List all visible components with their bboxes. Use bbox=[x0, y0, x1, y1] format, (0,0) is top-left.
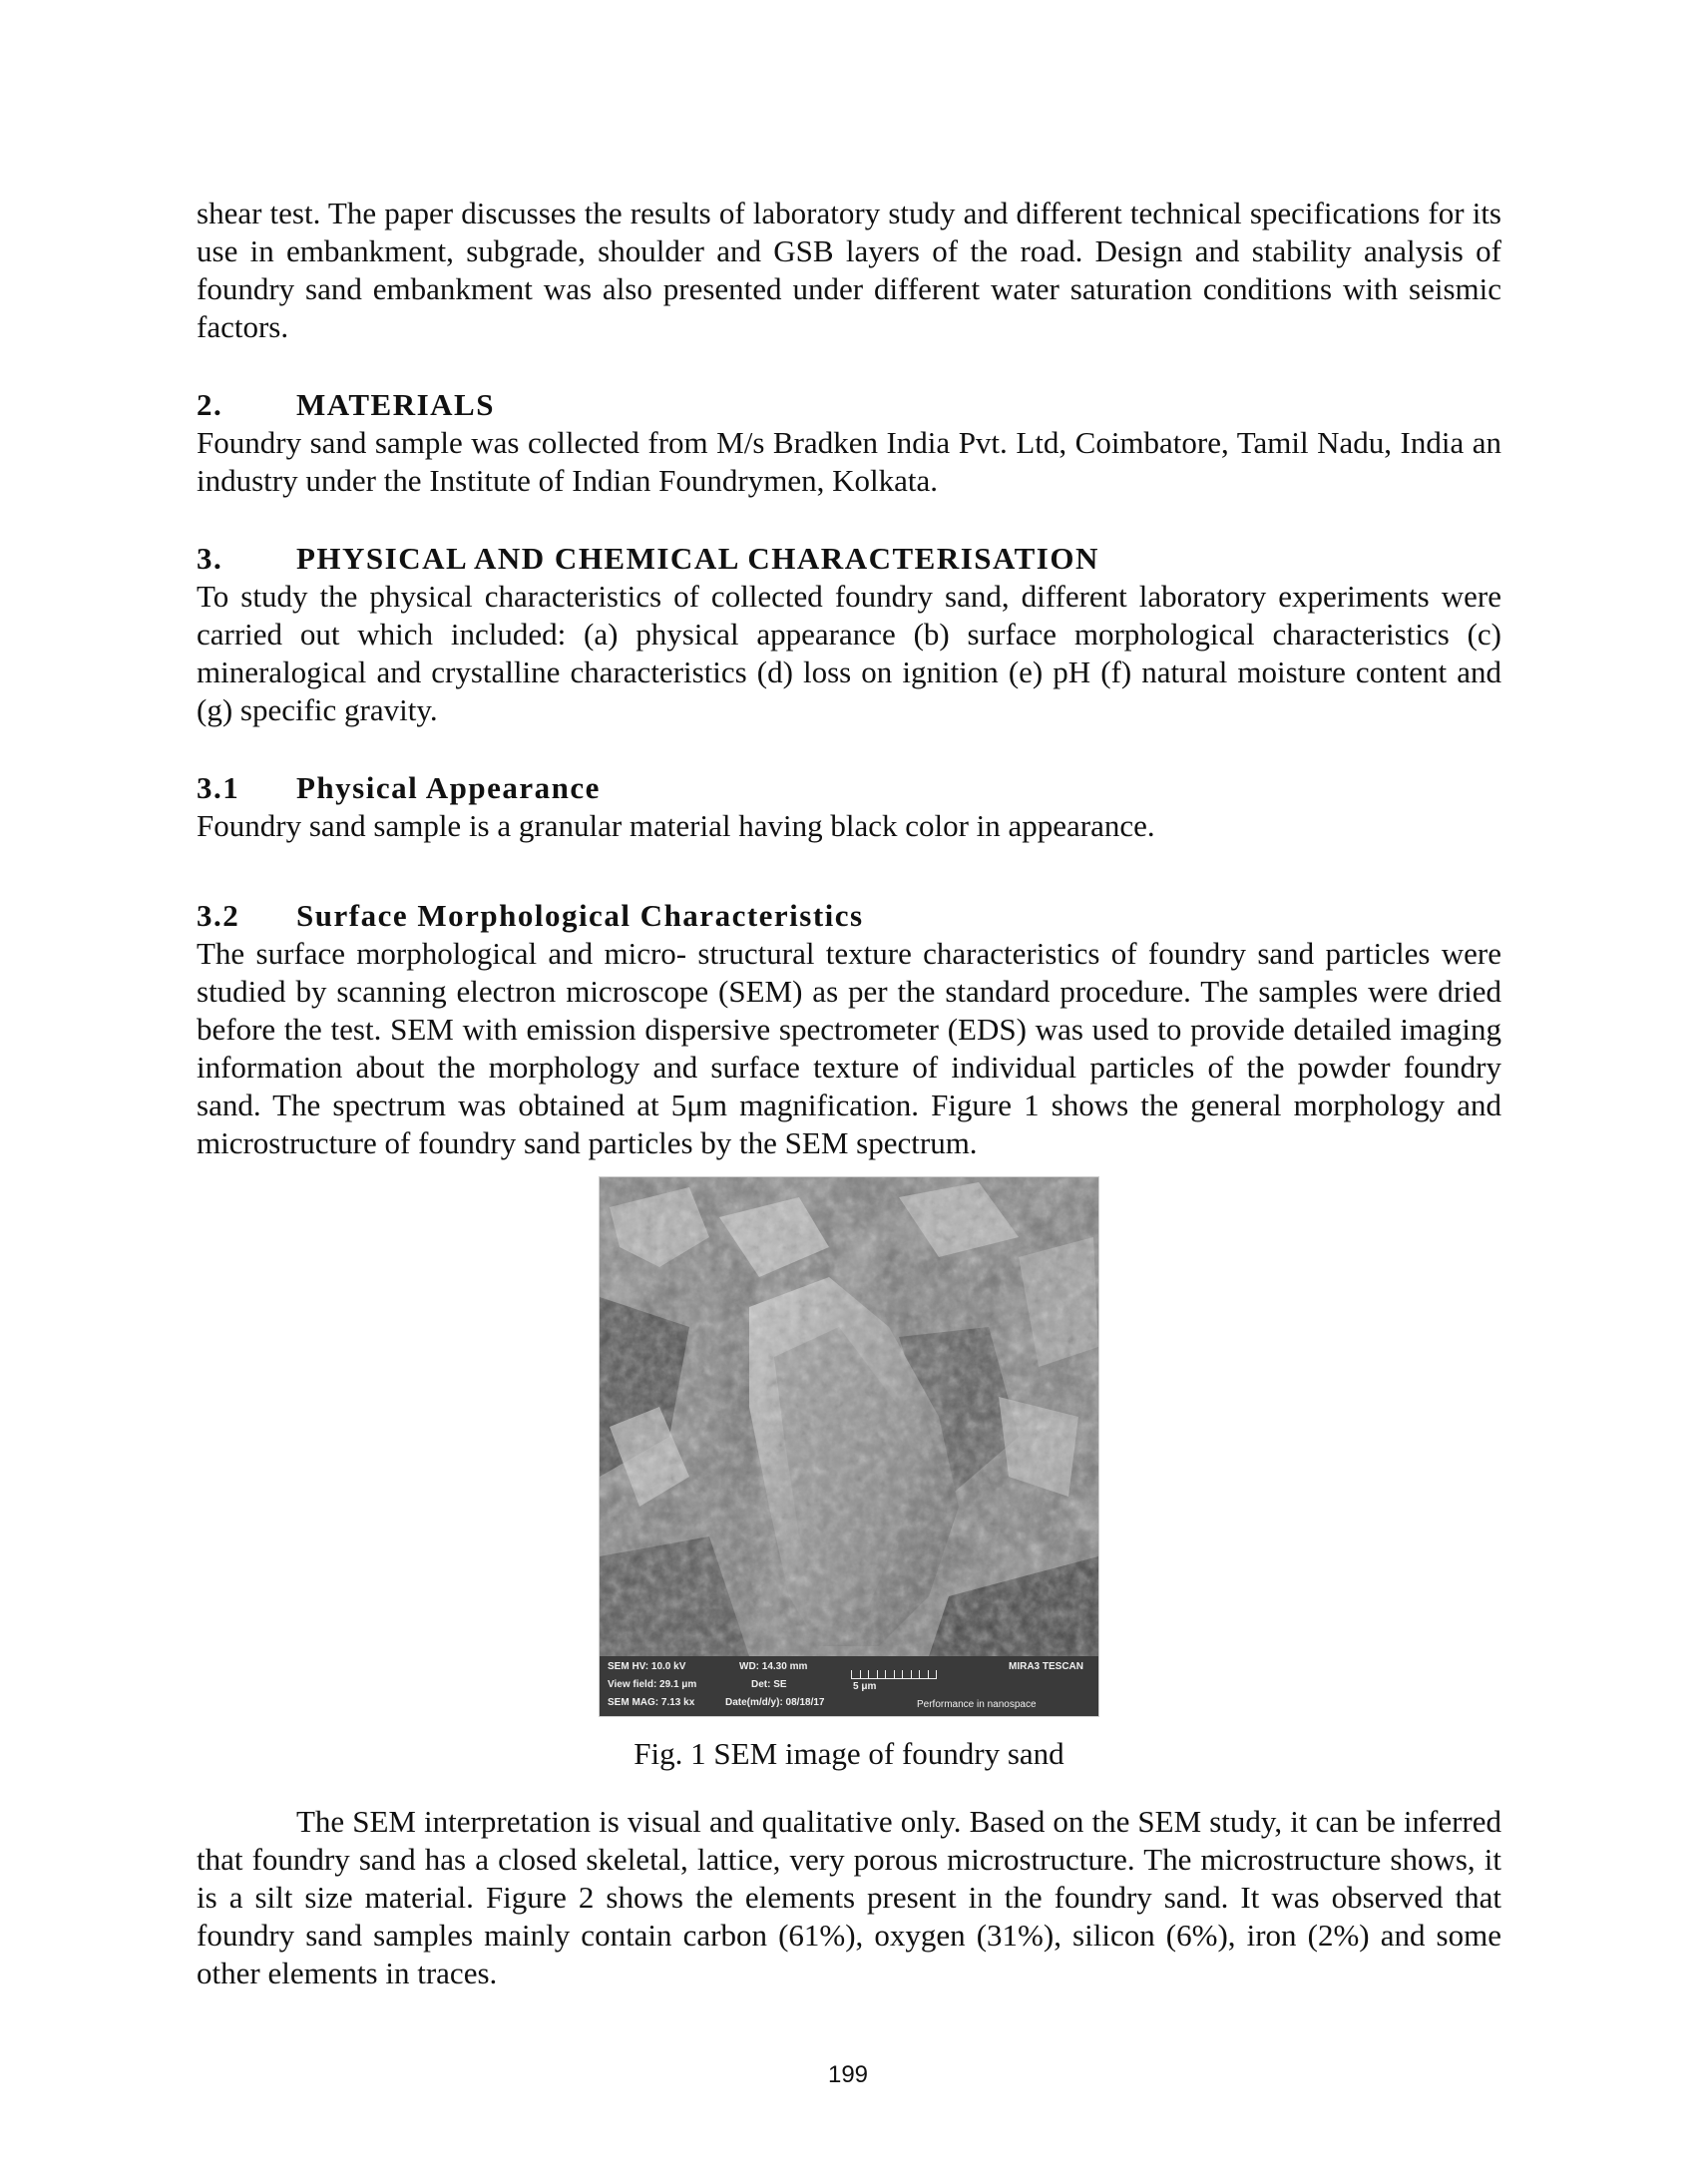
intro-paragraph: shear test. The paper discusses the results of laboratory study and different technical specifications for its use in embankment, subgrade, shoulder and GSB layers of the road. Design and stability analysis of foundry sand embankment was also presented under different water saturation conditions with seismic factors. bbox=[197, 196, 1501, 344]
section-title: PHYSICAL AND CHEMICAL CHARACTERISATION bbox=[296, 541, 1099, 576]
section-3-paragraph: To study the physical characteristics of collected foundry sand, different laboratory experiments were carried out which included: (a) physical appearance (b) surface morphological characteristics (c) mineralogical and crystalline characteristics (d) loss on ignition (e) pH (f) natural moisture content and (g) specific gravity. bbox=[197, 579, 1501, 727]
sem-mag-label: SEM MAG: 7.13 kx bbox=[608, 1697, 695, 1708]
section-3-1-paragraph: Foundry sand sample is a granular material having black color in appearance. bbox=[197, 808, 1155, 843]
section-3-heading bbox=[197, 540, 1501, 578]
section-number: 3.2 bbox=[197, 898, 240, 933]
sem-info-bar bbox=[600, 1656, 1098, 1716]
section-title: Surface Morphological Characteristics bbox=[296, 898, 864, 933]
date-label: Date(m/d/y): 08/18/17 bbox=[725, 1697, 825, 1708]
section-3-2-heading bbox=[197, 897, 1501, 935]
section-3-2-paragraph: The surface morphological and micro- structural texture characteristics of foundry sand particles were studied by scanning electron microscope (SEM) as per the standard procedure. The samples were dried before the test. SEM with emission dispersive spectrometer (EDS) was used to provide detailed imaging information about the morphology and surface texture of individual particles of the powder foundry sand. The spectrum was obtained at 5μm magnification. Figure 1 shows the general morphology and microstructure of foundry sand particles by the SEM spectrum. bbox=[197, 936, 1501, 1160]
section-title: Physical Appearance bbox=[296, 770, 601, 805]
section-number: 2. bbox=[197, 387, 223, 422]
sem-micrograph bbox=[600, 1177, 1098, 1716]
section-3-1-heading bbox=[197, 769, 1501, 807]
page-number: 199 bbox=[827, 2061, 869, 2088]
section-2-paragraph: Foundry sand sample was collected from M/s Bradken India Pvt. Ltd, Coimbatore, Tamil Nadu, India an industry under the Institute of Indian Foundrymen, Kolkata. bbox=[197, 425, 1501, 498]
scale-label: 5 μm bbox=[853, 1681, 877, 1692]
microscope-brand: MIRA3 TESCAN bbox=[1009, 1661, 1084, 1672]
view-field-label: View field: 29.1 μm bbox=[608, 1679, 697, 1690]
detector-label: Det: SE bbox=[751, 1679, 787, 1690]
section-number: 3. bbox=[197, 541, 223, 576]
section-2-heading bbox=[197, 386, 1501, 424]
after-figure-paragraph: The SEM interpretation is visual and qualitative only. Based on the SEM study, it can be inferred that foundry sand has a closed skeletal, lattice, very porous microstructure. The microstructure shows, it is a silt size material. Figure 2 shows the elements present in the foundry sand. It was observed that foundry sand samples mainly contain carbon (61%), oxygen (31%), silicon (6%), iron (2%) and some other elements in traces. bbox=[197, 1804, 1501, 1990]
brand-tagline: Performance in nanospace bbox=[917, 1699, 1037, 1710]
section-number: 3.1 bbox=[197, 770, 240, 805]
wd-label: WD: 14.30 mm bbox=[739, 1661, 808, 1672]
scale-bar bbox=[851, 1664, 937, 1679]
sem-image bbox=[599, 1176, 1099, 1717]
sem-hv-label: SEM HV: 10.0 kV bbox=[608, 1661, 686, 1672]
figure-caption: Fig. 1 SEM image of foundry sand bbox=[634, 1736, 1064, 1771]
section-title: MATERIALS bbox=[296, 387, 495, 422]
page-body bbox=[197, 195, 1501, 1992]
